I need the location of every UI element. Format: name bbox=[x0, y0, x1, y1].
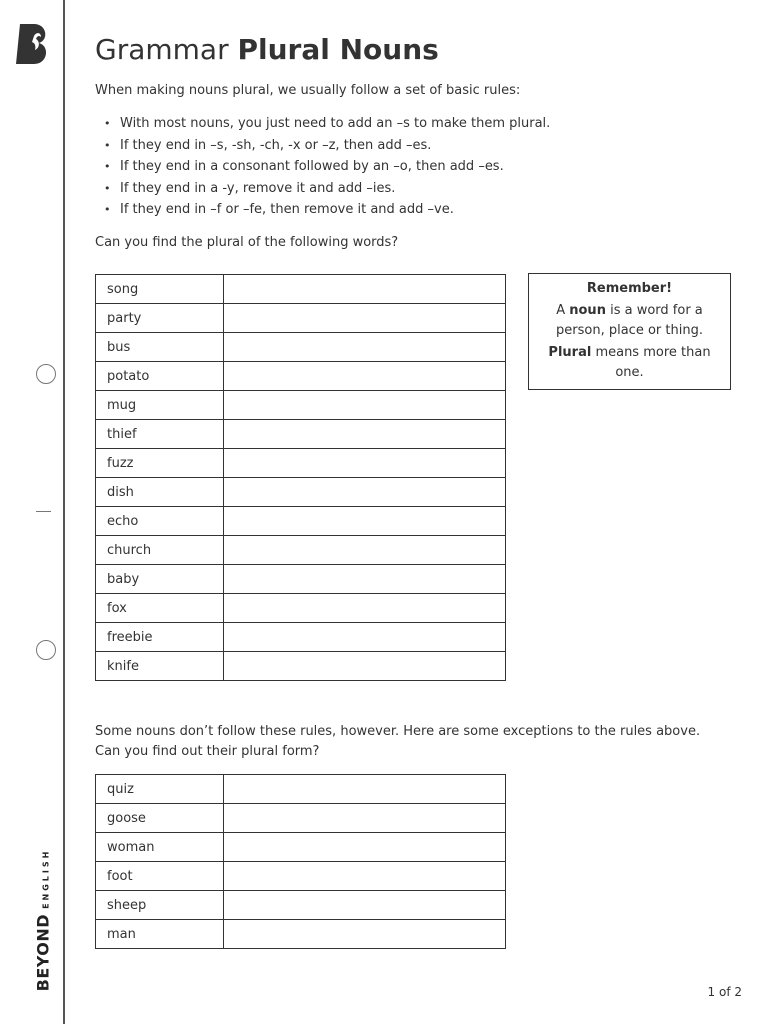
bullet: • bbox=[104, 138, 111, 152]
answer-cell[interactable] bbox=[224, 623, 506, 652]
table-row bbox=[96, 862, 506, 891]
table-row bbox=[96, 333, 506, 362]
bullet: • bbox=[104, 203, 111, 216]
bullet: • bbox=[104, 181, 111, 195]
word-cell: fox bbox=[96, 594, 224, 623]
answer-cell[interactable] bbox=[224, 804, 506, 833]
word-cell: woman bbox=[96, 833, 224, 862]
beyond-b-logo-icon bbox=[14, 22, 52, 66]
table-row bbox=[96, 478, 506, 507]
word-cell: foot bbox=[96, 862, 224, 891]
word-cell: fuzz bbox=[96, 449, 224, 478]
table-row bbox=[96, 920, 506, 949]
rule-item bbox=[104, 181, 550, 203]
word-cell: potato bbox=[96, 362, 224, 391]
plural-def-text: means more than one. bbox=[591, 345, 711, 380]
exceptions-table bbox=[95, 774, 506, 949]
binder-hole-top bbox=[36, 364, 56, 384]
brand-word-beyond: BEYOND bbox=[33, 913, 53, 992]
fold-mark bbox=[36, 511, 51, 512]
rules-list bbox=[104, 116, 550, 224]
plural-term: Plural bbox=[548, 345, 592, 360]
binder-hole-bottom bbox=[36, 640, 56, 660]
answer-cell[interactable] bbox=[224, 775, 506, 804]
table-row bbox=[96, 623, 506, 652]
rule-text: If they end in –f or –fe, then remove it and add –ve. bbox=[120, 202, 454, 217]
answer-cell[interactable] bbox=[224, 594, 506, 623]
table-row bbox=[96, 362, 506, 391]
table-row bbox=[96, 420, 506, 449]
answer-cell[interactable] bbox=[224, 449, 506, 478]
answer-cell[interactable] bbox=[224, 275, 506, 304]
question-text: Can you find the plural of the following words? bbox=[95, 235, 399, 250]
word-cell: song bbox=[96, 275, 224, 304]
noun-definition bbox=[529, 301, 730, 341]
brand-word-english: ENGLISH bbox=[41, 848, 51, 909]
rule-item bbox=[104, 202, 550, 224]
table-row bbox=[96, 804, 506, 833]
table-row bbox=[96, 304, 506, 333]
answer-cell[interactable] bbox=[224, 391, 506, 420]
answer-cell[interactable] bbox=[224, 420, 506, 449]
table-row bbox=[96, 594, 506, 623]
table-row bbox=[96, 891, 506, 920]
word-cell: freebie bbox=[96, 623, 224, 652]
margin-line bbox=[63, 0, 65, 1024]
plural-definition bbox=[529, 343, 730, 383]
answer-cell[interactable] bbox=[224, 652, 506, 681]
rule-item bbox=[104, 159, 550, 181]
word-cell: party bbox=[96, 304, 224, 333]
word-cell: bus bbox=[96, 333, 224, 362]
table-row bbox=[96, 652, 506, 681]
word-cell: thief bbox=[96, 420, 224, 449]
table-row bbox=[96, 449, 506, 478]
title-bold: Plural Nouns bbox=[237, 33, 439, 66]
word-cell: quiz bbox=[96, 775, 224, 804]
rule-text: With most nouns, you just need to add an –s to make them plural. bbox=[120, 116, 551, 131]
answer-cell[interactable] bbox=[224, 891, 506, 920]
page-title bbox=[95, 33, 439, 66]
noun-def-prefix: A bbox=[556, 303, 570, 318]
word-cell: sheep bbox=[96, 891, 224, 920]
rule-text: If they end in a consonant followed by an –o, then add –es. bbox=[120, 159, 504, 174]
rule-text: If they end in –s, -sh, -ch, -x or –z, then add –es. bbox=[120, 137, 432, 153]
exceptions-line-1: Some nouns don’t follow these rules, however. Here are some exceptions to the rules above. bbox=[95, 724, 701, 739]
exceptions-text bbox=[95, 722, 700, 761]
word-cell: dish bbox=[96, 478, 224, 507]
answer-cell[interactable] bbox=[224, 304, 506, 333]
words-table bbox=[95, 274, 506, 681]
answer-cell[interactable] bbox=[224, 478, 506, 507]
rule-text: If they end in a -y, remove it and add –ies. bbox=[120, 180, 396, 196]
word-cell: mug bbox=[96, 391, 224, 420]
answer-cell[interactable] bbox=[224, 536, 506, 565]
table-row bbox=[96, 565, 506, 594]
exceptions-line-2: Can you find out their plural form? bbox=[95, 743, 320, 759]
word-cell: baby bbox=[96, 565, 224, 594]
bullet: • bbox=[104, 160, 111, 173]
remember-box bbox=[528, 273, 731, 390]
table-row bbox=[96, 507, 506, 536]
answer-cell[interactable] bbox=[224, 362, 506, 391]
table-row bbox=[96, 391, 506, 420]
answer-cell[interactable] bbox=[224, 833, 506, 862]
table-row bbox=[96, 536, 506, 565]
answer-cell[interactable] bbox=[224, 920, 506, 949]
answer-cell[interactable] bbox=[224, 565, 506, 594]
table-row bbox=[96, 833, 506, 862]
answer-cell[interactable] bbox=[224, 333, 506, 362]
word-cell: knife bbox=[96, 652, 224, 681]
noun-term: noun bbox=[569, 303, 606, 318]
remember-title: Remember! bbox=[586, 281, 673, 296]
table-row bbox=[96, 775, 506, 804]
word-cell: goose bbox=[96, 804, 224, 833]
page-number: 1 of 2 bbox=[707, 985, 742, 999]
answer-cell[interactable] bbox=[224, 507, 506, 536]
title-regular: Grammar bbox=[95, 33, 229, 66]
intro-text: When making nouns plural, we usually follow a set of basic rules: bbox=[95, 83, 521, 98]
rule-item bbox=[104, 116, 550, 138]
bullet: • bbox=[104, 117, 111, 130]
answer-cell[interactable] bbox=[224, 862, 506, 891]
word-cell: church bbox=[96, 536, 224, 565]
brand-vertical-logo bbox=[34, 849, 53, 992]
word-cell: echo bbox=[96, 507, 224, 536]
table-row bbox=[96, 275, 506, 304]
rule-item bbox=[104, 138, 550, 160]
noun-def-text: is a word for a person, place or thing. bbox=[556, 303, 703, 338]
word-cell: man bbox=[96, 920, 224, 949]
